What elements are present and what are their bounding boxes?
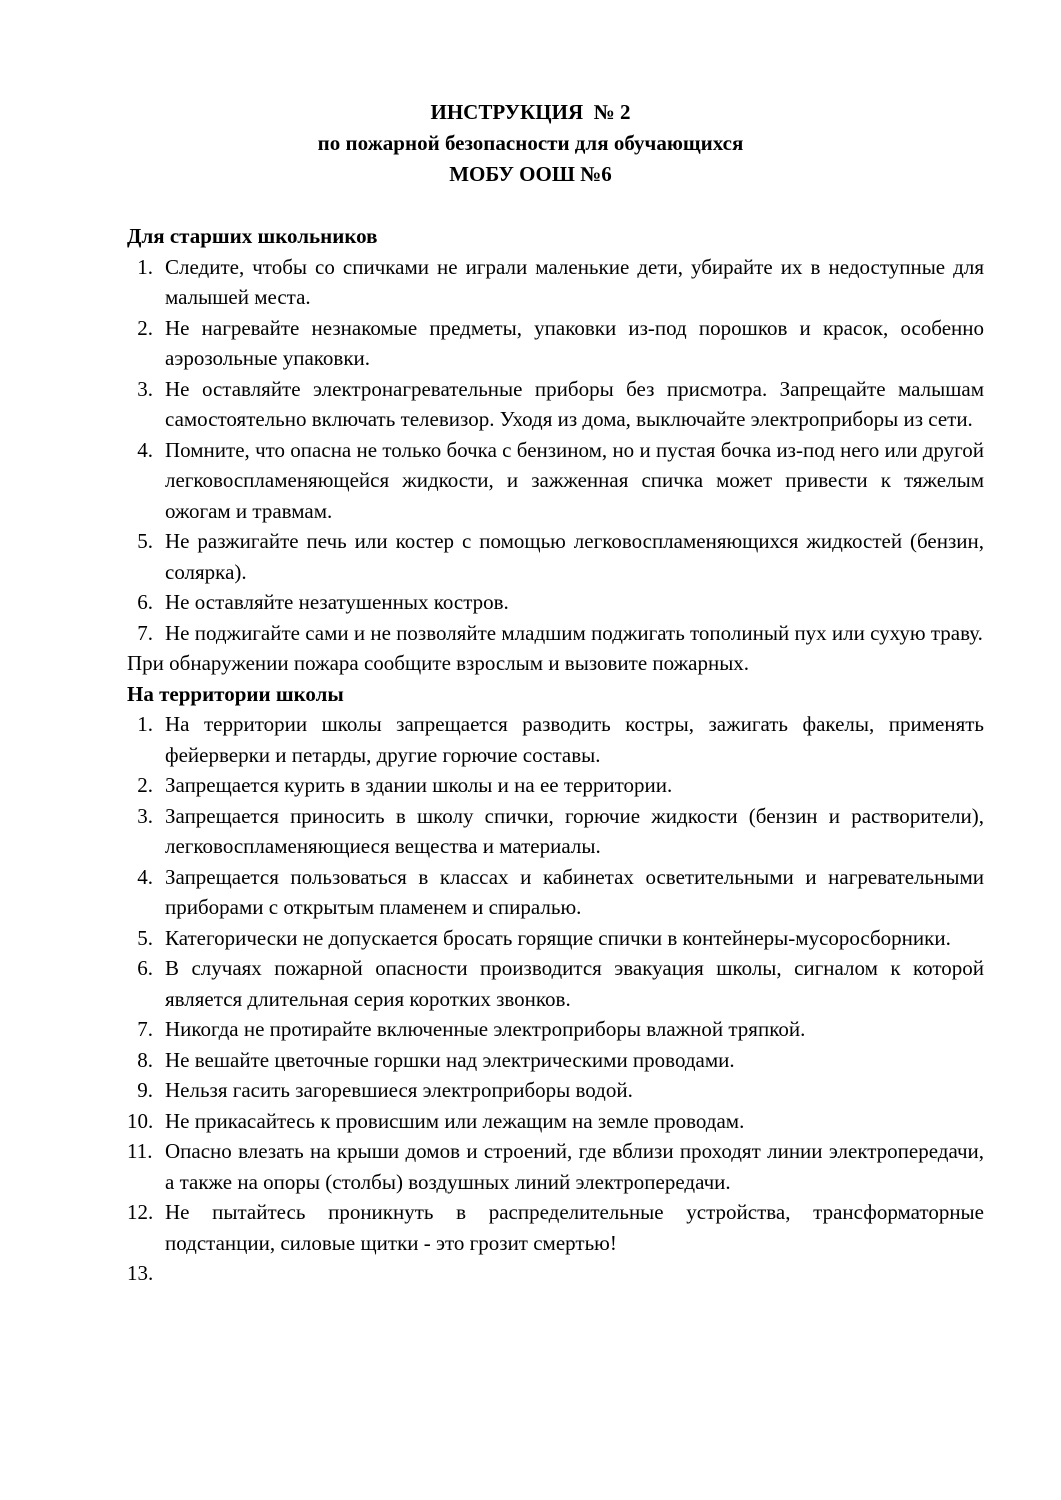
list-item [127,374,984,435]
list-item [127,252,984,313]
item-text: Запрещается пользоваться в классах и кабинетах осветительными и нагревательными приборами с открытым пламенем и спиралью. [165,864,984,919]
item-number: 6. [137,956,153,980]
item-number: 13. [127,1261,154,1285]
list-item [127,1136,984,1197]
item-number: 12. [127,1200,154,1224]
list-item [127,1045,984,1076]
list-item [127,801,984,862]
list-item [127,1106,984,1137]
item-number: 10. [127,1108,154,1133]
document-header [0,97,1061,190]
fire-report-note: При обнаружении пожара сообщите взрослым и вызовите пожарных. [127,651,750,675]
list-item [127,1014,984,1045]
item-text: Не оставляйте электронагревательные приборы без присмотра. Запрещайте малышам самостоятельно включать телевизор. Уходя из дома, выключайте электроприборы из сети. [165,376,984,431]
item-text: Не прикасайтесь к провисшим или лежащим на земле проводам. [165,1108,745,1133]
item-number: 6. [137,590,153,614]
list-item [127,923,984,954]
list-item [127,526,984,587]
item-number: 3. [137,803,153,828]
item-text: Опасно влезать на крыши домов и строений, где вблизи проходят линии электропередачи, а также на опоры (столбы) воздушных линий электропередачи. [165,1139,984,1194]
item-number: 5. [137,925,153,950]
item-number: 1. [137,712,153,736]
section-title-older-students: Для старших школьников [127,224,378,248]
item-number: 2. [137,315,153,340]
item-text: Категорически не допускается бросать горящие спички в контейнеры-мусоросборники. [165,925,951,950]
item-text: В случаях пожарной опасности производится эвакуация школы, сигналом к которой является длительная серия коротких звонков. [165,956,984,1011]
school-territory-list [127,709,984,1289]
document-title: ИНСТРУКЦИЯ № 2 [430,100,631,124]
item-text: Не пытайтесь проникнуть в распределительные устройства, трансформаторные подстанции, силовые щитки - это грозит смертью! [165,1200,984,1255]
list-item [127,862,984,923]
item-number: 8. [137,1047,153,1072]
item-text: Никогда не протирайте включенные электроприборы влажной тряпкой. [165,1017,806,1041]
list-item [127,587,984,618]
list-item [127,1258,984,1289]
item-number: 3. [137,376,153,401]
document-body [127,221,984,1289]
item-number: 4. [137,864,153,889]
item-number: 2. [137,773,153,797]
older-students-list [127,252,984,649]
list-item [127,1197,984,1258]
item-text: Не поджигайте сами и не позволяйте младшим поджигать тополиный пух или сухую траву. [165,620,983,645]
item-text: Запрещается курить в здании школы и на ее территории. [165,773,673,797]
list-item [127,618,984,649]
list-item [127,313,984,374]
item-text [165,1261,170,1285]
item-number: 1. [137,254,153,279]
item-text: Следите, чтобы со спичками не играли маленькие дети, убирайте их в недоступные для малышей места. [165,254,984,309]
item-text: На территории школы запрещается разводить костры, зажигать факелы, применять фейерверки и петарды, другие горючие составы. [165,712,984,767]
item-text: Помните, что опасна не только бочка с бензином, но и пустая бочка из-под него или другой легковоспламеняющейся жидкости, и зажженная спичка может привести к тяжелым ожогам и травмам. [165,437,984,523]
school-name: МОБУ ООШ №6 [449,162,612,186]
list-item [127,953,984,1014]
item-text: Не вешайте цветочные горшки над электрическими проводами. [165,1047,735,1072]
item-text: Не оставляйте незатушенных костров. [165,590,509,614]
item-text: Не разжигайте печь или костер с помощью легковоспламеняющихся жидкостей (бензин, солярка). [165,529,984,584]
item-number: 7. [137,620,153,645]
item-number: 9. [137,1078,153,1102]
item-number: 7. [137,1017,153,1041]
section-title-school-territory: На территории школы [127,681,344,706]
list-item [127,435,984,527]
document-subtitle: по пожарной безопасности для обучающихся [317,131,744,155]
item-text: Нельзя гасить загоревшиеся электроприборы водой. [165,1078,633,1102]
item-number: 11. [127,1139,153,1163]
item-text: Не нагревайте незнакомые предметы, упаковки из-под порошков и красок, особенно аэрозольные упаковки. [165,315,984,370]
item-text: Запрещается приносить в школу спички, горючие жидкости (бензин и растворители), легковоспламеняющиеся вещества и материалы. [165,803,984,858]
list-item [127,770,984,801]
list-item [127,709,984,770]
item-number: 5. [137,529,153,553]
item-number: 4. [137,437,153,462]
list-item [127,1075,984,1106]
